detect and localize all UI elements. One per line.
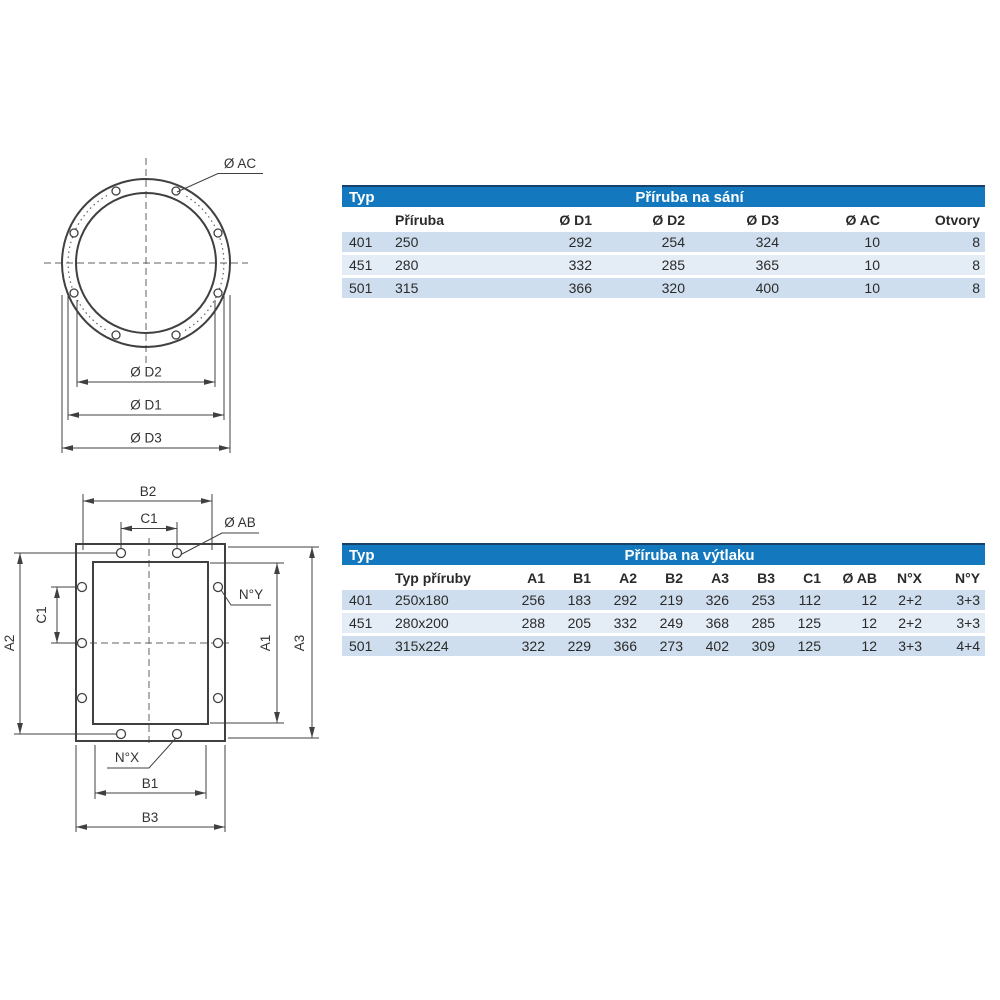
dimension-label-ny: N°Y xyxy=(238,587,264,602)
typ-header: Typ xyxy=(342,186,394,207)
data-cell: 112 xyxy=(780,590,826,612)
bolt-hole xyxy=(173,730,182,739)
column-header: Ø D3 xyxy=(690,207,784,232)
column-header: B2 xyxy=(642,565,688,590)
data-cell: 501 xyxy=(342,635,394,658)
bolt-hole xyxy=(214,583,223,592)
data-cell: 8 xyxy=(885,232,985,254)
dimension-label-b3: B3 xyxy=(141,810,159,825)
data-cell: 309 xyxy=(734,635,780,658)
data-cell: 501 xyxy=(342,277,394,300)
data-cell: 365 xyxy=(690,254,784,277)
column-header: Ø AB xyxy=(826,565,882,590)
table-row xyxy=(342,277,985,300)
data-cell: 12 xyxy=(826,590,882,612)
bolt-hole xyxy=(214,694,223,703)
suction-flange-table xyxy=(342,185,985,301)
data-cell: 4+4 xyxy=(927,635,985,658)
data-cell: 280 xyxy=(394,254,500,277)
rectangular-flange-drawing xyxy=(0,480,340,840)
data-cell: 366 xyxy=(500,277,597,300)
column-header: Typ příruby xyxy=(394,565,504,590)
column-header-row xyxy=(342,565,985,590)
data-cell: 401 xyxy=(342,232,394,254)
data-cell: 10 xyxy=(784,277,885,300)
dimension-label-b2: B2 xyxy=(139,484,157,499)
data-cell: 219 xyxy=(642,590,688,612)
data-table xyxy=(342,543,985,659)
bolt-hole xyxy=(70,229,78,237)
data-cell: 292 xyxy=(500,232,597,254)
data-cell: 285 xyxy=(734,612,780,635)
bolt-hole xyxy=(117,549,126,558)
dimension-label-nx: N°X xyxy=(114,750,140,765)
dimension-label-ac: Ø AC xyxy=(223,156,257,171)
data-cell: 2+2 xyxy=(882,612,927,635)
column-header: B1 xyxy=(550,565,596,590)
table-title: Příruba na výtlaku xyxy=(394,544,985,565)
data-cell: 324 xyxy=(690,232,784,254)
data-cell: 332 xyxy=(500,254,597,277)
dimension-label-d1: Ø D1 xyxy=(130,397,162,413)
column-header: Ø D2 xyxy=(597,207,690,232)
dimension-label-a3: A3 xyxy=(292,634,307,652)
bolt-hole xyxy=(78,639,87,648)
bolt-hole xyxy=(112,187,120,195)
data-cell: 8 xyxy=(885,254,985,277)
data-cell: 280x200 xyxy=(394,612,504,635)
data-cell: 451 xyxy=(342,254,394,277)
bolt-hole xyxy=(173,549,182,558)
table-row xyxy=(342,590,985,612)
data-cell: 183 xyxy=(550,590,596,612)
data-cell: 3+3 xyxy=(882,635,927,658)
table-header-bar xyxy=(342,544,985,565)
column-header xyxy=(342,207,394,232)
data-cell: 451 xyxy=(342,612,394,635)
data-cell: 288 xyxy=(504,612,550,635)
data-cell: 8 xyxy=(885,277,985,300)
column-header: C1 xyxy=(780,565,826,590)
dimension-label-c1-top: C1 xyxy=(140,511,158,526)
data-cell: 125 xyxy=(780,635,826,658)
bolt-hole xyxy=(117,730,126,739)
data-cell: 250 xyxy=(394,232,500,254)
bolt-hole xyxy=(214,639,223,648)
data-cell: 10 xyxy=(784,254,885,277)
circular-flange-drawing xyxy=(0,140,340,460)
data-cell: 12 xyxy=(826,612,882,635)
data-cell: 332 xyxy=(596,612,642,635)
column-header-row xyxy=(342,207,985,232)
dimension-label-a2: A2 xyxy=(2,634,17,652)
data-cell: 254 xyxy=(597,232,690,254)
dimension-label-ab: Ø AB xyxy=(224,515,256,530)
column-header: A1 xyxy=(504,565,550,590)
column-header: Ø AC xyxy=(784,207,885,232)
data-cell: 368 xyxy=(688,612,734,635)
column-header: B3 xyxy=(734,565,780,590)
table-title: Příruba na sání xyxy=(394,186,985,207)
dimension-label-d3: Ø D3 xyxy=(130,430,162,446)
column-header: Ø D1 xyxy=(500,207,597,232)
data-cell: 315 xyxy=(394,277,500,300)
data-cell: 253 xyxy=(734,590,780,612)
column-header: N°X xyxy=(882,565,927,590)
data-cell: 322 xyxy=(504,635,550,658)
table-row xyxy=(342,232,985,254)
table-header-bar xyxy=(342,186,985,207)
data-cell: 2+2 xyxy=(882,590,927,612)
column-header: N°Y xyxy=(927,565,985,590)
table-row xyxy=(342,612,985,635)
dimension-label-a1: A1 xyxy=(258,634,273,652)
dimension-label-b1: B1 xyxy=(141,776,159,791)
column-header xyxy=(342,565,394,590)
data-cell: 10 xyxy=(784,232,885,254)
data-cell: 229 xyxy=(550,635,596,658)
column-header: Otvory xyxy=(885,207,985,232)
data-cell: 326 xyxy=(688,590,734,612)
data-cell: 205 xyxy=(550,612,596,635)
table-row xyxy=(342,635,985,658)
bolt-hole xyxy=(214,229,222,237)
data-cell: 125 xyxy=(780,612,826,635)
data-cell: 400 xyxy=(690,277,784,300)
column-header: A2 xyxy=(596,565,642,590)
bolt-hole xyxy=(78,694,87,703)
data-cell: 320 xyxy=(597,277,690,300)
data-cell: 292 xyxy=(596,590,642,612)
data-cell: 315x224 xyxy=(394,635,504,658)
data-cell: 3+3 xyxy=(927,590,985,612)
typ-header: Typ xyxy=(342,544,394,565)
bolt-hole xyxy=(172,331,180,339)
column-header: Příruba xyxy=(394,207,500,232)
table-row xyxy=(342,254,985,277)
dimension-label-c1-left: C1 xyxy=(34,606,49,624)
data-cell: 273 xyxy=(642,635,688,658)
data-cell: 402 xyxy=(688,635,734,658)
bolt-hole xyxy=(70,289,78,297)
data-cell: 249 xyxy=(642,612,688,635)
data-cell: 3+3 xyxy=(927,612,985,635)
data-table xyxy=(342,185,985,301)
data-cell: 250x180 xyxy=(394,590,504,612)
leader-line-ac xyxy=(177,174,263,193)
bolt-hole xyxy=(214,289,222,297)
data-cell: 401 xyxy=(342,590,394,612)
data-cell: 12 xyxy=(826,635,882,658)
discharge-flange-table xyxy=(342,543,985,659)
bolt-hole xyxy=(78,583,87,592)
data-cell: 285 xyxy=(597,254,690,277)
data-cell: 366 xyxy=(596,635,642,658)
bolt-hole xyxy=(112,331,120,339)
data-cell: 256 xyxy=(504,590,550,612)
column-header: A3 xyxy=(688,565,734,590)
dimension-label-d2: Ø D2 xyxy=(130,364,162,380)
